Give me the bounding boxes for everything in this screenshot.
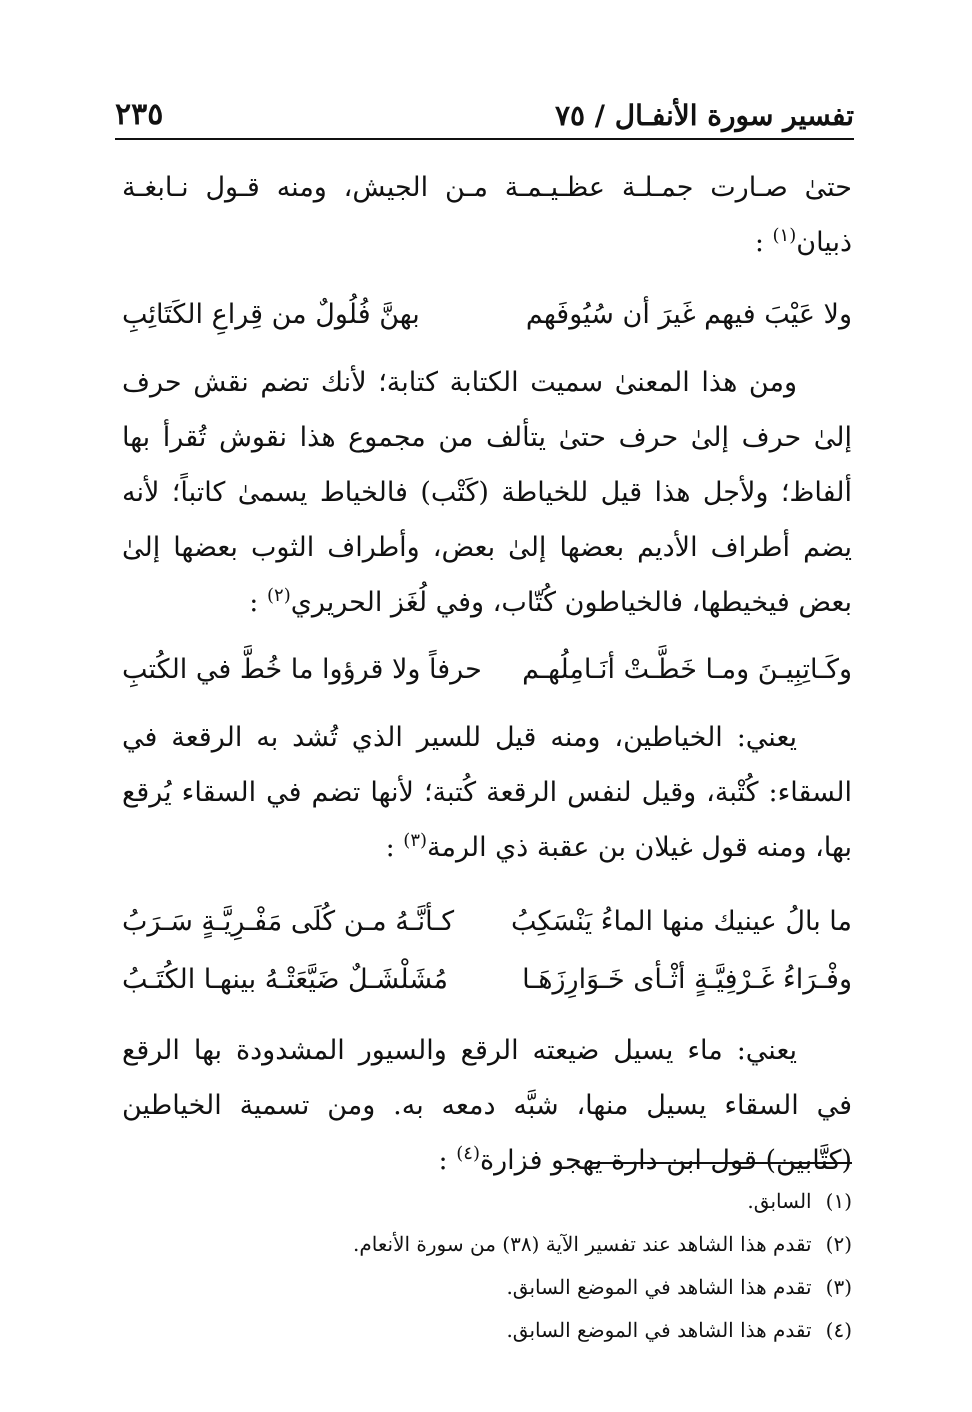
verse-1-first-half: ولا عَيْبَ فيهم غَيرَ أن سُيُوفَهم bbox=[525, 299, 852, 330]
paragraph-1 bbox=[122, 160, 852, 270]
footnote-4 bbox=[150, 1309, 852, 1352]
paragraph-2-text: ومن هذا المعنىٰ سميت الكتابة كتابة؛ لأنك تضم نقش حرف إلىٰ حرف إلىٰ حرف حتىٰ يتألف من مجموع هذا نقوش تُقرأ بها ألفاظ؛ ولأجل هذا قيل للخياطة (كَتْب) فالخياط يسمىٰ كاتباً؛ لأنه يضم أطراف الأديم بعضها إلىٰ بعض، وأطراف الثوب بعضها إلىٰ بعض فيخيطها، فالخياطون كُتّاب، وفي لُغَز الحريري bbox=[122, 367, 852, 618]
verse-block-dhu-al-rumma bbox=[122, 893, 852, 1009]
footnote-text: تقدم هذا الشاهد في الموضع السابق. bbox=[506, 1275, 812, 1299]
footnote-text: تقدم هذا الشاهد عند تفسير الآية (٣٨) من سورة الأنعام. bbox=[353, 1232, 812, 1256]
verse-2 bbox=[122, 641, 852, 699]
footnote-number: (٢) bbox=[825, 1232, 852, 1256]
footnote-text: السابق. bbox=[747, 1189, 812, 1213]
verse-3-first-half: ما بالُ عينيك منها الماءُ يَنْسَكِبُ bbox=[511, 906, 852, 937]
paragraph-3-text: يعني: الخياطين، ومنه قيل للسير الذي تُشد به الرقعة في السقاء: كُتْبة، وقيل لنفس الرقعة كُتبة؛ لأنها تضم في السقاء يُرقع بها، ومنه قول غيلان بن عقبة ذي الرمة bbox=[122, 722, 852, 863]
verse-2-first-half: وكَـاتِبِيـنَ ومـا خَطَّـتْ أنَـامِلُهـم bbox=[522, 654, 852, 685]
footnote-ref-2: (٢) bbox=[267, 585, 291, 606]
paragraph-4-colon: : bbox=[438, 1145, 448, 1176]
paragraph-4-text: يعني: ماء يسيل ضيعته الرقع والسيور المشدودة بها الرقع في السقاء يسيل منها، شبَّه دمعه به. ومن تسمية الخياطين (كتَّابين) قول ابن دارة يهجو فزارة bbox=[122, 1035, 852, 1176]
footnote-number: (١) bbox=[825, 1189, 852, 1213]
footnote-number: (٣) bbox=[825, 1275, 852, 1299]
footnote-ref-1: (١) bbox=[772, 225, 797, 246]
page-header bbox=[115, 88, 854, 140]
footnote-text: تقدم هذا الشاهد في الموضع السابق. bbox=[506, 1318, 812, 1342]
footnote-3 bbox=[150, 1266, 852, 1309]
verse-2-second-half: حرفاً ولا قرؤوا ما خُطَّ في الكُتبِ bbox=[122, 654, 482, 685]
running-title: تفسير سورة الأنفـال / ٧٥ bbox=[554, 99, 854, 132]
footnote-2 bbox=[150, 1223, 852, 1266]
footnote-divider bbox=[590, 1162, 852, 1164]
verse-4 bbox=[122, 951, 852, 1009]
footnotes bbox=[150, 1180, 852, 1352]
verse-3 bbox=[122, 893, 852, 951]
page-body bbox=[122, 160, 852, 1188]
verse-4-second-half: مُشَلْشَـلٌ ضَيَّعَتْـهُ بينهـا الكُتَـبُ bbox=[122, 964, 448, 995]
paragraph-1-text: حتىٰ صـارت جمـلـة عظـيـمـة مـن الجيش، ومنه قـول نـابغـة ذبيان bbox=[122, 172, 852, 258]
paragraph-1-colon: : bbox=[754, 227, 764, 258]
footnote-ref-3: (٣) bbox=[403, 830, 428, 851]
footnote-number: (٤) bbox=[825, 1318, 852, 1342]
page-number: ٢٣٥ bbox=[115, 97, 164, 132]
footnote-1 bbox=[150, 1180, 852, 1223]
paragraph-3 bbox=[122, 710, 852, 875]
verse-4-first-half: وفْـرَاءُ غَـرْفِيَّـةٍ أثْـأى خَـوَارِزَهَـا bbox=[522, 964, 852, 995]
verse-3-second-half: كـأنَّـهُ مـن كُلَى مَفْـرِيَّـةٍ سَـرَبُ bbox=[122, 906, 455, 937]
verse-1-second-half: بهنَّ فُلُولٌ من قِراعِ الكَتَائِبِ bbox=[122, 299, 420, 330]
paragraph-2-colon: : bbox=[249, 587, 259, 618]
verse-1 bbox=[122, 286, 852, 344]
footnote-ref-4: (٤) bbox=[456, 1143, 480, 1164]
paragraph-3-colon: : bbox=[385, 832, 395, 863]
paragraph-2 bbox=[122, 355, 852, 630]
